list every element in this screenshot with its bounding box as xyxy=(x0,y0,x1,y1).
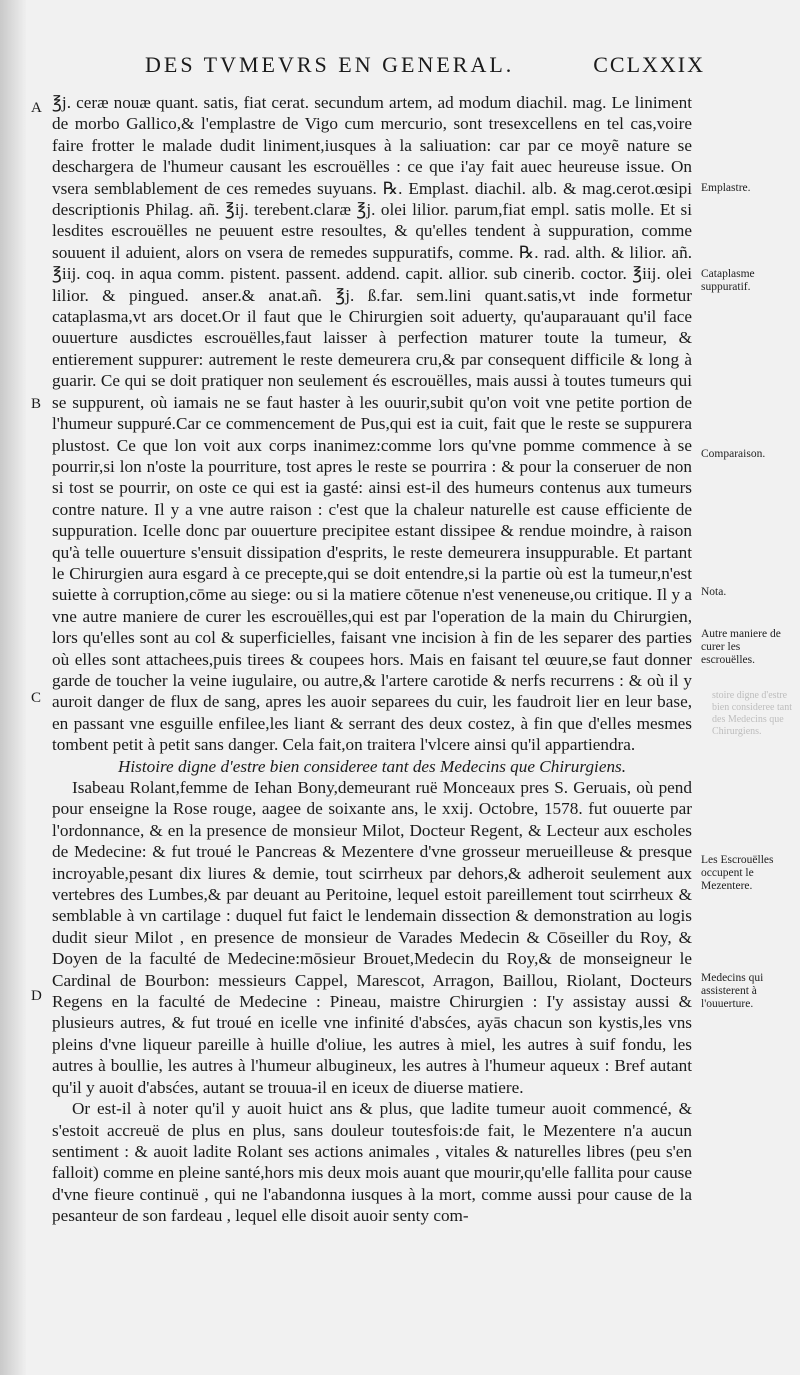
running-head xyxy=(145,52,705,86)
margin-note-comparaison: Comparaison. xyxy=(701,448,766,460)
running-title: DES TVMEVRS EN GENERAL. xyxy=(145,52,515,77)
margin-note-medecins: Medecins qui assisterent à l'ouuerture. xyxy=(701,972,764,1010)
paragraph-treatment: ℥j. ceræ nouæ quant. satis, fiat cerat. secundum artem, ad modum diachil. mag. Le liniment de morbo Gallico,& l'emplastre de Vigo cum mercurio, sont tresexcellens en tel cas,voire faire frotter le malade dudit liniment,iusques à la saliuation: car par ce moyẽ nature se deschargera de l'humeur causant les escrouëlles : ce que i'ay fait auec heureuse issue. On vsera semblablement de ces remedes suyuans. ℞. Emplast. diachil. alb. & mag.cerot.œsipi descriptionis Philag. añ. ℥ij. terebent.claræ ℥j. olei lilior. parum,fiat empl. satis molle. Et si lesdites escrouëlles ne peuuent estre resoultes, & qu'elles tendent à suppuration, comme souuent il aduient, alors on vsera de remedes suppuratifs, comme. ℞. rad. alth. & lilior. añ. ℥iij. coq. in aqua comm. pistent. passent. addend. capit. allior. sub cinerib. coctor. ℥iij. olei lilior. & pingued. anser.& anat.añ. ℥j. ß.far. sem.lini quant.satis,vt inde formetur cataplasma,vt ars docet.Or il faut que le Chirurgien soit aduerty, qu'auparauant qu'il face ouuerture ausdictes escrouëlles,faut laisser à perfection maturer toute la tumeur, & entierement suppurer: autrement le reste demeurera cru,& par consequent difficile & long à guarir. Ce qui se doit pratiquer non seulement és escrouëlles, mais aussi à toutes tumeurs qui se suppurent, où iamais ne se faut haster à les ouurir,subit qu'on voit vne petite portion de l'humeur suppuré.Car ce commencement de Pus,qui est ia cuit, fait que le reste se suppurera plustost. Ce que lon voit aux corps inanimez:comme lors qu'vne pomme commence à se pourrir,si lon n'oste la pourriture, tost apres le reste se pourrira : & pour la conseruer de non si tost se pourrir, on oste ce qui est ia gasté: ainsi est-il des humeurs contenus aux tumeurs contre nature. Il y a vne autre raison : c'est que la chaleur naturelle est cause efficiente de suppuration. Icelle donc par ouuerture precipitee estant dissipee & rendue moindre, à raison qu'à telle ouuerture s'ensuit dissipation d'esprits, le reste demeurera insuppurable. Et partant le Chirurgien aura esgard à ce precepte,qui se doit entendre,si la partie où est la tumeur,n'est suiette à corruption,cōme au siege: ou si la matiere cōtenue n'est veneneuse,ou critique. Il y a vne autre maniere de curer les escrouëlles,qui est par l'operation de la main du Chirurgien, lors qu'elles sont au col & superficielles, faisant vne incision à fin de les separer des parties où elles sont attachees,puis tirees & coupees hors. Mais en faisant tel œuure,se faut donner garde de toucher la veine iugulaire, ou autre,& l'artere carotide & nerfs recurrens : & où il y auroit danger de flux de sang, apres les auoir separees du cuir, les faudroit lier en leur base, en passant vne esguille enfilee,les liant & serrant des deux costez, à fin que d'elles mesmes tombent petit à petit sans danger. Cela fait,on traitera l'vlcere ainsi qu'il appartiendra. xyxy=(52,93,692,755)
margin-note-emplastre: Emplastre. xyxy=(701,182,751,194)
margin-note-cataplasme: Cataplasme suppuratif. xyxy=(701,268,755,293)
show-through-text: stoire digne d'estre bien consideree tant des Medecins que Chirurgiens. xyxy=(712,690,792,737)
binding-gutter xyxy=(0,0,26,1375)
folio-number: CCLXXIX xyxy=(593,52,705,77)
history-heading: Histoire digne d'estre bien consideree tant des Medecins que Chirurgiens. xyxy=(117,756,627,776)
body-text xyxy=(52,92,692,1227)
paragraph-note: Or est-il à noter qu'il y auoit huict ans & plus, que ladite tumeur auoit commencé, & s'estoit accreuë de plus en plus, sans douleur toutesfois:de fait, le Mezentere n'a aucun sentiment : & auoit ladite Rolant ses actions animales , vitales & naturelles libres (peu s'en falloit) comme en pleine santé,hors mis deux mois auant que mourir,qu'elle fallita pour cause d'vne fieure continuë , qui ne l'abandonna iusques à la mort, comme aussi pour cause de la pesanteur de son fardeau , lequel elle disoit auoir senty com- xyxy=(52,1099,692,1226)
section-marker-c: C xyxy=(31,690,42,706)
margin-note-nota: Nota. xyxy=(701,586,727,598)
section-marker-a: A xyxy=(31,100,42,116)
section-marker-b: B xyxy=(31,396,42,412)
margin-note-escrouelles: Les Escrouëlles occupent le Mezentere. xyxy=(701,854,774,892)
section-marker-d: D xyxy=(31,988,42,1004)
paragraph-history: Isabeau Rolant,femme de Iehan Bony,demeurant ruë Monceaux pres S. Geruais, où pend pour enseigne la Rose rouge, aagee de soixante ans, le xxij. Octobre, 1578. fut ouuerte par l'ordonnance, & en la presence de monsieur Milot, Docteur Regent, & Lecteur aux escholes de Medecine: & fut troué le Pancreas & Mezentere d'vne grosseur merueilleuse & presque incroyable,pesant dix liures & demie, tout scirrheux par dehors,& adheroit seulement aux vertebres des Lumbes,& par deuant au Peritoine, lequel estoit pareillement tout scirrheux & semblable à vn cartilage : duquel fut faict le lendemain dissection & demonstration au logis dudit sieur Milot , en presence de monsieur de Varades Medecin & Cōseiller du Roy, & Doyen de la faculté de Medecine:mōsieur Brouet,Medecin du Roy,& de monseigneur le Cardinal de Bourbon: messieurs Cappel, Marescot, Arragon, Baillou, Riolant, Docteurs Regens en la faculté de Medecine : Pineau, maistre Chirurgien : I'y assistay aussi & plusieurs autres, & fut troué en icelle vne infinité d'absćes, ayās chacun son kystis,les vns pleins d'vne liqueur pareille à huille d'oliue, les autres à miel, les autres à suif fondu, les autres à boullie, les autres à l'humeur albugineux, les autres à l'humeur aqueux : Bref autant qu'il y auoit d'absćes, autant se trouua-il en iceux de diuerse matiere. xyxy=(52,778,692,1097)
margin-note-autre-maniere: Autre maniere de curer les escrouëlles. xyxy=(701,628,781,666)
